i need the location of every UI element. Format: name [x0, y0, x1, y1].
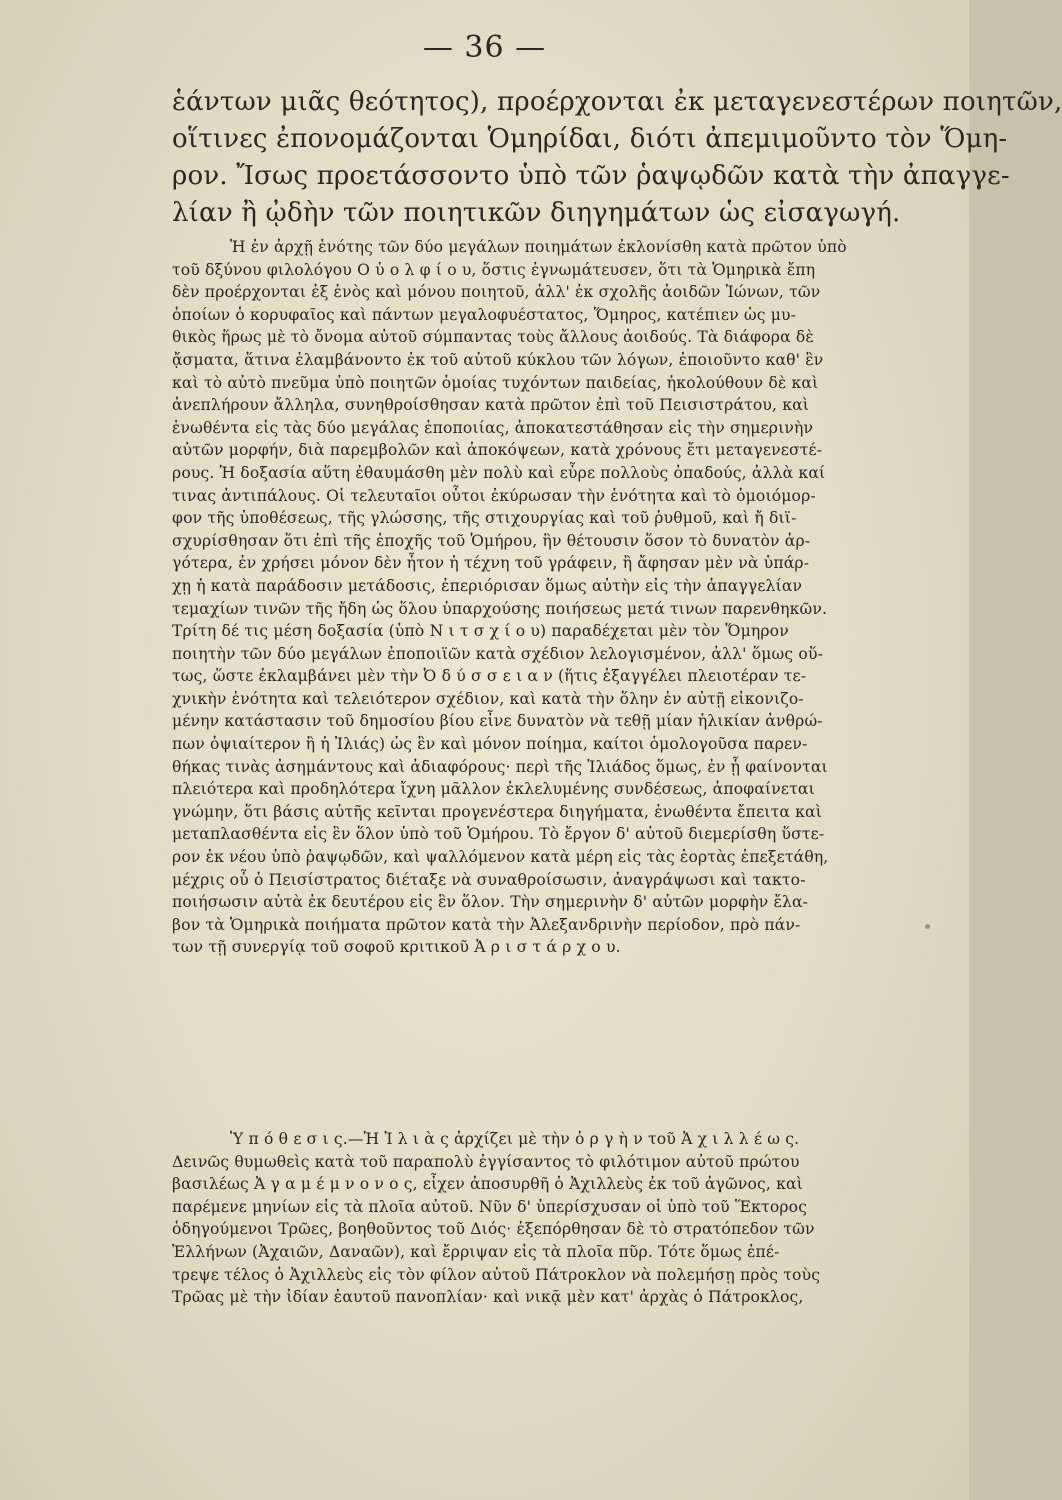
ink-speck — [925, 924, 930, 929]
body-line: γνώμην, ὅτι βάσις αὐτῆς κεῖνται προγενέστερα διηγήματα, ἑνωθέντα ἔπειτα καὶ — [172, 802, 822, 821]
body-line: ρους. Ἡ δοξασία αὕτη ἐθαυμάσθη μὲν πολὺ καὶ εὗρε πολλοὺς ὀπαδούς, ἀλλὰ καί — [172, 463, 826, 482]
page-number: — 36 — — [422, 30, 547, 65]
body-line: ποιήσωσιν αὐτὰ ἐκ δευτέρου εἰς ἓν ὅλον. Τὴν σημερινὴν δ' αὐτῶν μορφὴν ἔλα- — [172, 893, 809, 912]
intro-line: λίαν ἢ ᾠδὴν τῶν ποιητικῶν διηγημάτων ὡς εἰσαγωγή. — [172, 198, 901, 228]
body-line — [172, 959, 862, 982]
body-line: πων ὀψιαίτερον ἢ ἡ Ἰλιάς) ὡς ἓν καὶ μόνον ποίημα, καίτοι ὁμολογοῦσα παρεν- — [172, 735, 808, 754]
body-line: Τρίτη δέ τις μέση δοξασία (ὑπὸ Ν ι τ σ χ ί ο υ) παραδέχεται μὲν τὸν Ὅμηρον — [172, 622, 789, 641]
body-line: τινας ἀντιπάλους. Οἱ τελευταῖοι οὗτοι ἐκύρωσαν τὴν ἑνότητα καὶ τὸ ὁμοιόμορ- — [172, 486, 816, 505]
body-line: των τῇ συνεργίᾳ τοῦ σοφοῦ κριτικοῦ Ἀ ρ ι σ τ ά ρ χ ο υ. — [172, 938, 621, 957]
body-line: αὐτῶν μορφήν, διὰ παρεμβολῶν καὶ ἀποκόψεων, κατὰ χρόνους ἔτι μεταγενεστέ- — [172, 441, 823, 460]
unity-paragraph — [172, 236, 862, 982]
body-line: γότερα, ἐν χρήσει μόνον δὲν ἦτον ἡ τέχνη τοῦ γράφειν, ἢ ἄφησαν μὲν νὰ ὑπάρ- — [172, 554, 810, 573]
hypothesis-line: ὁδηγούμενοι Τρῶες, βοηθοῦντος τοῦ Διός· ἐξεπόρθησαν δὲ τὸ στρατόπεδον τῶν — [172, 1220, 815, 1239]
body-line: τως, ὥστε ἐκλαμβάνει μὲν τὴν Ὀ δ ύ σ σ ε ι α ν (ἥτις ἐξαγγέλει πλειοτέραν τε- — [172, 667, 807, 686]
body-line: θήκας τινὰς ἀσημάντους καὶ ἀδιαφόρους· περὶ τῆς Ἰλιάδος ὅμως, ἐν ᾗ φαίνονται — [172, 757, 828, 776]
body-line: μέχρις οὗ ὁ Πεισίστρατος διέταξε νὰ συναθροίσωσιν, ἀναγράψωσι καὶ τακτο- — [172, 870, 806, 889]
body-line: φον τῆς ὑποθέσεως, τῆς γλώσσης, τῆς στιχουργίας καὶ τοῦ ῥυθμοῦ, καὶ ἤ διϊ- — [172, 509, 797, 528]
body-line: μένην κατάστασιν τοῦ δημοσίου βίου εἶνε δυνατὸν νὰ τεθῇ μίαν ἡλικίαν ἀνθρώ- — [172, 712, 823, 731]
body-line: βον τὰ Ὁμηρικὰ ποιήματα πρῶτον κατὰ τὴν Ἀλεξανδρινὴν περίοδον, πρὸ πάν- — [172, 915, 801, 934]
body-line: καὶ τὸ αὐτὸ πνεῦμα ὑπὸ ποιητῶν ὁμοίας τυχόντων παιδείας, ἠκολούθουν δὲ καὶ — [172, 373, 819, 392]
hypothesis-line: Ὑ π ό θ ε σ ι ς.—Ἡ Ἰ λ ι ὰ ς ἀρχίζει μὲ τὴν ὀ ρ γ ὴ ν τοῦ Ἀ χ ι λ λ έ ω ς. — [230, 1130, 800, 1148]
hypothesis-line: Ἑλλήνων (Ἀχαιῶν, Δαναῶν), καὶ ἔρριψαν εἰς τὰ πλοῖα πῦρ. Τότε ὅμως ἐπέ- — [172, 1242, 780, 1261]
hypothesis-line: τρεψε τέλος ὁ Ἀχιλλεὺς εἰς τὸν φίλον αὐτοῦ Πάτροκλον νὰ πολεμήσῃ πρὸς τοὺς — [172, 1265, 821, 1284]
body-line: ᾄσματα, ἅτινα ἐλαμβάνοντο ἐκ τοῦ αὐτοῦ κύκλου τῶν λόγων, ἐποιοῦντο καθ' ἓν — [172, 350, 824, 369]
body-line: δὲν προέρχονται ἐξ ἑνὸς καὶ μόνου ποιητοῦ, ἀλλ' ἐκ σχολῆς ἀοιδῶν Ἰώνων, τῶν — [172, 283, 821, 302]
body-line: μεταπλασθέντα εἰς ἓν ὅλον ὑπὸ τοῦ Ὁμήρου. Τὸ ἔργον δ' αὐτοῦ διεμερίσθη ὕστε- — [172, 825, 825, 844]
body-line: τεμαχίων τινῶν τῆς ἤδη ὡς ὅλου ὑπαρχούσης ποιήσεως μετά τινων παρενθηκῶν. — [172, 599, 828, 618]
body-line: ρον ἐκ νέου ὑπὸ ῥαψῳδῶν, καὶ ψαλλόμενον κατὰ μέρη εἰς τὰς ἑορτὰς ἐπεξετάθη, — [172, 848, 829, 867]
hypothesis-line: Δεινῶς θυμωθεὶς κατὰ τοῦ παραπολὺ ἐγγίσαντος τὸ φιλότιμον αὐτοῦ πρώτου — [172, 1152, 800, 1171]
body-line: σχυρίσθησαν ὅτι ἐπὶ τῆς ἐποχῆς τοῦ Ὁμήρου, ἣν θέτουσιν ὅσον τὸ δυνατὸν ἀρ- — [172, 531, 811, 550]
body-line: τοῦ δξύνου φιλολόγου Ο ὐ ο λ φ ί ο υ, ὅστις ἐγνωμάτευσεν, ὅτι τὰ Ὁμηρικὰ ἔπη — [172, 260, 816, 279]
body-line: ἀνεπλήρουν ἄλληλα, συνηθροίσθησαν κατὰ πρῶτον ἐπὶ τοῦ Πεισιστράτου, καὶ — [172, 396, 810, 415]
hypothesis-line: βασιλέως Ἀ γ α μ έ μ ν ο ν ο ς, εἶχεν ἀποσυρθῆ ὁ Ἀχιλλεὺς ἐκ τοῦ ἀγῶνος, καὶ — [172, 1175, 803, 1194]
body-line: ἑνωθέντα εἰς τὰς δύο μεγάλας ἐποποιίας, ἀποκατεστάθησαν εἰς τὴν σημερινὴν — [172, 418, 814, 437]
body-line: χνικὴν ἑνότητα καὶ τελειότερον σχέδιον, καὶ κατὰ τὴν ὅλην ἐν αὐτῇ εἰκονιζο- — [172, 689, 804, 708]
body-line: ποιητὴν τῶν δύο μεγάλων ἐποποιϊῶν κατὰ σχέδιον λελογισμένον, ἀλλ' ὅμως οὕ- — [172, 644, 823, 663]
body-line: πλειότερα καὶ προδηλότερα ἴχνη μᾶλλον ἐκλελυμένης συνδέσεως, ἀποφαίνεται — [172, 780, 815, 799]
body-line: χῃ ἡ κατὰ παράδοσιν μετάδοσις, ἐπεριόρισαν ὅμως αὐτὴν εἰς τὴν ἀπαγγελίαν — [172, 576, 803, 595]
body-line: ὁποίων ὁ κορυφαῖος καὶ πάντων μεγαλοφυέστατος, Ὅμηρος, κατέπιεν ὡς μυ- — [172, 305, 797, 324]
intro-line: ρον. Ἴσως προετάσσοντο ὑπὸ τῶν ῥαψῳδῶν κατὰ τὴν ἀπαγγε- — [172, 161, 1010, 191]
hypothesis-line: Τρῶας μὲ τὴν ἰδίαν ἑαυτοῦ πανοπλίαν· καὶ νικᾷ μὲν κατ' ἀρχὰς ὁ Πάτροκλος, — [172, 1288, 804, 1307]
intro-line: οἵτινες ἐπονομάζονται Ὁμηρίδαι, διότι ἀπεμιμοῦντο τὸν Ὅμη- — [172, 124, 1008, 154]
body-line: Ἡ ἐν ἀρχῇ ἑνότης τῶν δύο μεγάλων ποιημάτων ἐκλονίσθη κατὰ πρῶτον ὑπὸ — [230, 238, 847, 256]
hypothesis-paragraph — [172, 1128, 862, 1309]
hypothesis-line: παρέμενε μηνίων εἰς τὰ πλοῖα αὐτοῦ. Νῦν δ' ὑπερίσχυσαν οἱ ὑπὸ τοῦ Ἕκτορος — [172, 1197, 808, 1216]
intro-line: ἑάντων μιᾶς θεότητος), προέρχονται ἐκ μεταγενεστέρων ποιητῶν, — [172, 87, 1062, 117]
body-line: θικὸς ἥρως μὲ τὸ ὄνομα αὐτοῦ σύμπαντας τοὺς ἄλλους ἀοιδούς. Τὰ διάφορα δὲ — [172, 328, 814, 347]
intro-paragraph — [172, 84, 1062, 232]
